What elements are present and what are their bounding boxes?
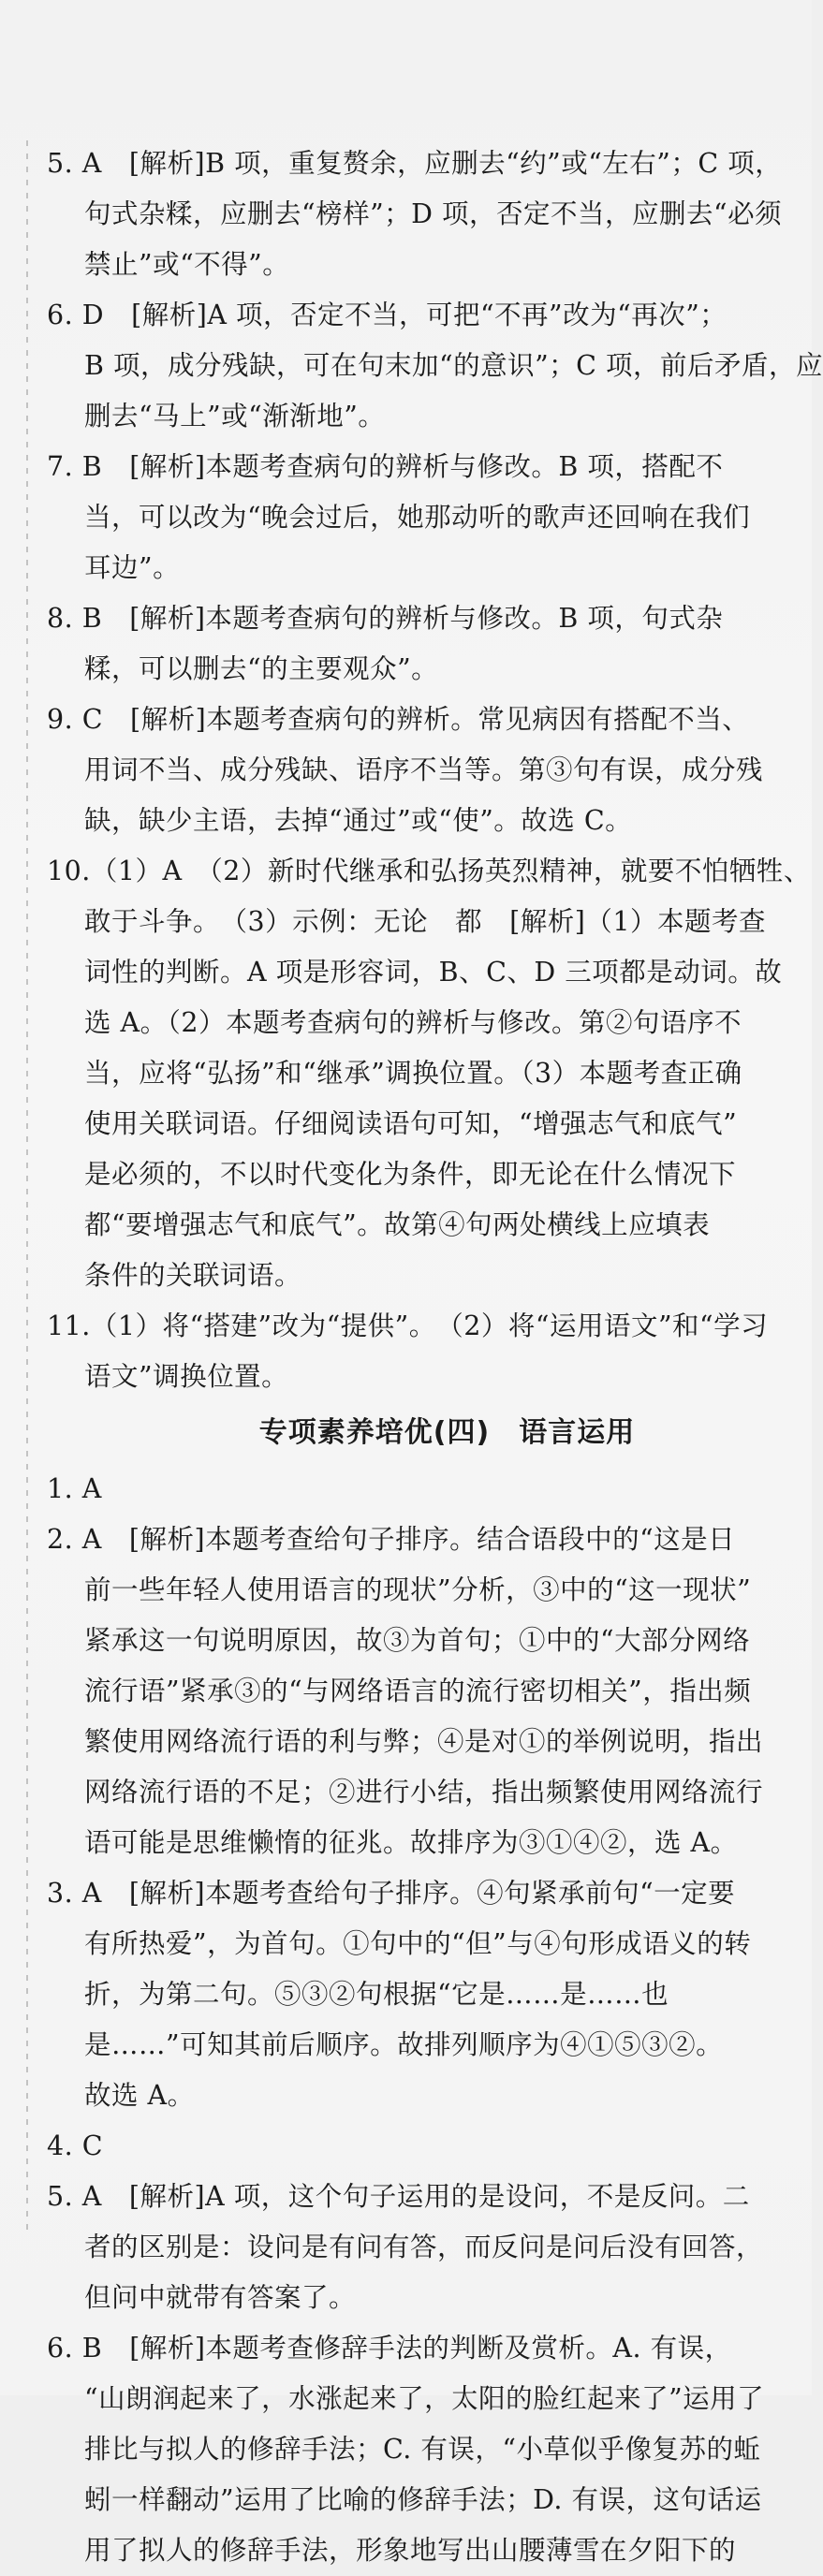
answer-line: 折，为第二句。⑤③②句根据“它是……是……也 <box>84 1979 669 2010</box>
answer-line: 故选 A。 <box>84 2080 195 2111</box>
answer-line: 前一些年轻人使用语言的现状”分析，③中的“这一现状” <box>84 1574 752 1605</box>
answer-line: 用词不当、成分残缺、语序不当等。第③句有误，成分残 <box>84 754 764 785</box>
answer-item <box>47 442 782 593</box>
answer-line: 繁使用网络流行语的利与弊；④是对①的举例说明，指出 <box>84 1726 764 1757</box>
answer-line: 当，应将“弘扬”和“继承”调换位置。（3）本题考查正确 <box>84 1058 742 1089</box>
answer-line: 8. B [解析]本题考查病句的辨析与修改。B 项，句式杂 <box>47 603 724 634</box>
answer-item <box>47 139 782 290</box>
answer-line: 11.（1）将“搭建”改为“提供”。 （2）将“运用语文”和“学习 <box>47 1310 769 1341</box>
section-title: 专项素养培优(四) 语言运用 <box>258 1416 636 1449</box>
answer-line: 6. B [解析]本题考查修辞手法的判断及赏析。A. 有误， <box>47 2333 732 2364</box>
binding-margin-line <box>26 140 28 2237</box>
answer-line: 流行语”紧承③的“与网络语言的流行密切相关”，指出频 <box>84 1676 752 1706</box>
answer-list-part-b <box>47 1464 782 2576</box>
answer-line: 句式杂糅，应删去“榜样”；D 项，否定不当，应删去“必须 <box>84 198 783 229</box>
answer-line: 删去“马上”或“渐渐地”。 <box>84 401 386 432</box>
answer-line: 10.（1）A （2）新时代继承和弘扬英烈精神，就要不怕牺牲、 <box>47 856 811 886</box>
answer-line: 有所热爱”，为首句。①句中的“但”与④句形成语义的转 <box>84 1928 752 1959</box>
answer-line: 排比与拟人的修辞手法；C. 有误，“小草似乎像复苏的蚯 <box>84 2434 761 2465</box>
answer-line: 4. C <box>47 2130 104 2161</box>
answer-line: 网络流行语的不足；②进行小结，指出频繁使用网络流行 <box>84 1777 764 1808</box>
answer-item <box>47 695 782 846</box>
answer-line: 当，可以改为“晚会过后，她那动听的歌声还回响在我们 <box>84 502 751 533</box>
answer-line: 使用关联词语。仔细阅读语句可知，“增强志气和底气” <box>84 1108 738 1139</box>
answer-line: 6. D [解析]A 项，否定不当，可把“不再”改为“再次”； <box>47 300 727 330</box>
answer-list-part-a <box>47 139 823 1402</box>
answer-line: 缺，缺少主语，去掉“通过”或“使”。故选 C。 <box>84 805 633 836</box>
answer-item <box>47 290 823 442</box>
answer-line: “山朗润起来了，水涨起来了，太阳的脸红起来了”运用了 <box>84 2383 765 2414</box>
answer-item <box>47 593 782 695</box>
answer-content <box>47 139 823 2576</box>
answer-line: 用了拟人的修辞手法，形象地写出山腰薄雪在夕阳下的 <box>84 2535 737 2566</box>
answer-line: 条件的关联词语。 <box>84 1260 302 1291</box>
answer-line: 禁止”或“不得”。 <box>84 249 290 280</box>
answer-line: 是必须的，不以时代变化为条件，即无论在什么情况下 <box>84 1159 737 1190</box>
answer-line: 5. A [解析]A 项，这个句子运用的是设问，不是反问。二 <box>47 2181 750 2212</box>
answer-line: 是……”可知其前后顺序。故排列顺序为④①⑤③②。 <box>84 2029 724 2060</box>
answer-item <box>47 1868 782 2121</box>
answer-line: 敢于斗争。 （3）示例：无论 都 [解析]（1）本题考查 <box>84 906 767 937</box>
answer-line: 语文”调换位置。 <box>84 1361 289 1392</box>
answer-line: 紧承这一句说明原因，故③为首句；①中的“大部分网络 <box>84 1625 751 1656</box>
answer-line: 3. A [解析]本题考查给句子排序。④句紧承前句“一定要 <box>47 1878 736 1909</box>
answer-line: 选 A。（2）本题考查病句的辨析与修改。第②句语序不 <box>84 1007 742 1038</box>
answer-line: 7. B [解析]本题考查病句的辨析与修改。B 项，搭配不 <box>47 451 724 482</box>
answer-line: 但问中就带有答案了。 <box>84 2282 357 2313</box>
answer-item <box>47 846 811 1301</box>
answer-line: B 项，成分残缺，可在句末加“的意识”；C 项，前后矛盾，应 <box>84 350 823 381</box>
answer-line: 蚓一样翻动”运用了比喻的修辞手法；D. 有误，这句话运 <box>84 2484 762 2515</box>
answer-line: 者的区别是：设问是有问有答，而反问是问后没有回答， <box>84 2232 764 2262</box>
answer-item <box>47 1515 782 1868</box>
answer-item <box>47 1464 782 1515</box>
answer-line: 都“要增强志气和底气”。故第④句两处横线上应填表 <box>84 1209 711 1240</box>
answer-item <box>47 2121 782 2172</box>
answer-line: 5. A [解析]B 项，重复赘余，应删去“约”或“左右”；C 项， <box>47 148 783 179</box>
answer-line: 糅，可以删去“的主要观众”。 <box>84 653 439 684</box>
answer-item <box>47 1301 782 1402</box>
answer-item <box>47 2323 782 2576</box>
answer-line: 2. A [解析]本题考查给句子排序。结合语段中的“这是日 <box>47 1524 736 1555</box>
answer-line: 词性的判断。A 项是形容词，B、C、D 三项都是动词。故 <box>84 957 783 988</box>
answer-line: 语可能是思维懒惰的征兆。故排序为③①④②，选 A。 <box>84 1827 738 1858</box>
answer-line: 耳边”。 <box>84 552 181 583</box>
answer-line: 1. A <box>47 1473 102 1504</box>
answer-line: 9. C [解析]本题考查病句的辨析。常见病因有搭配不当、 <box>47 704 750 735</box>
answer-item <box>47 2172 782 2323</box>
